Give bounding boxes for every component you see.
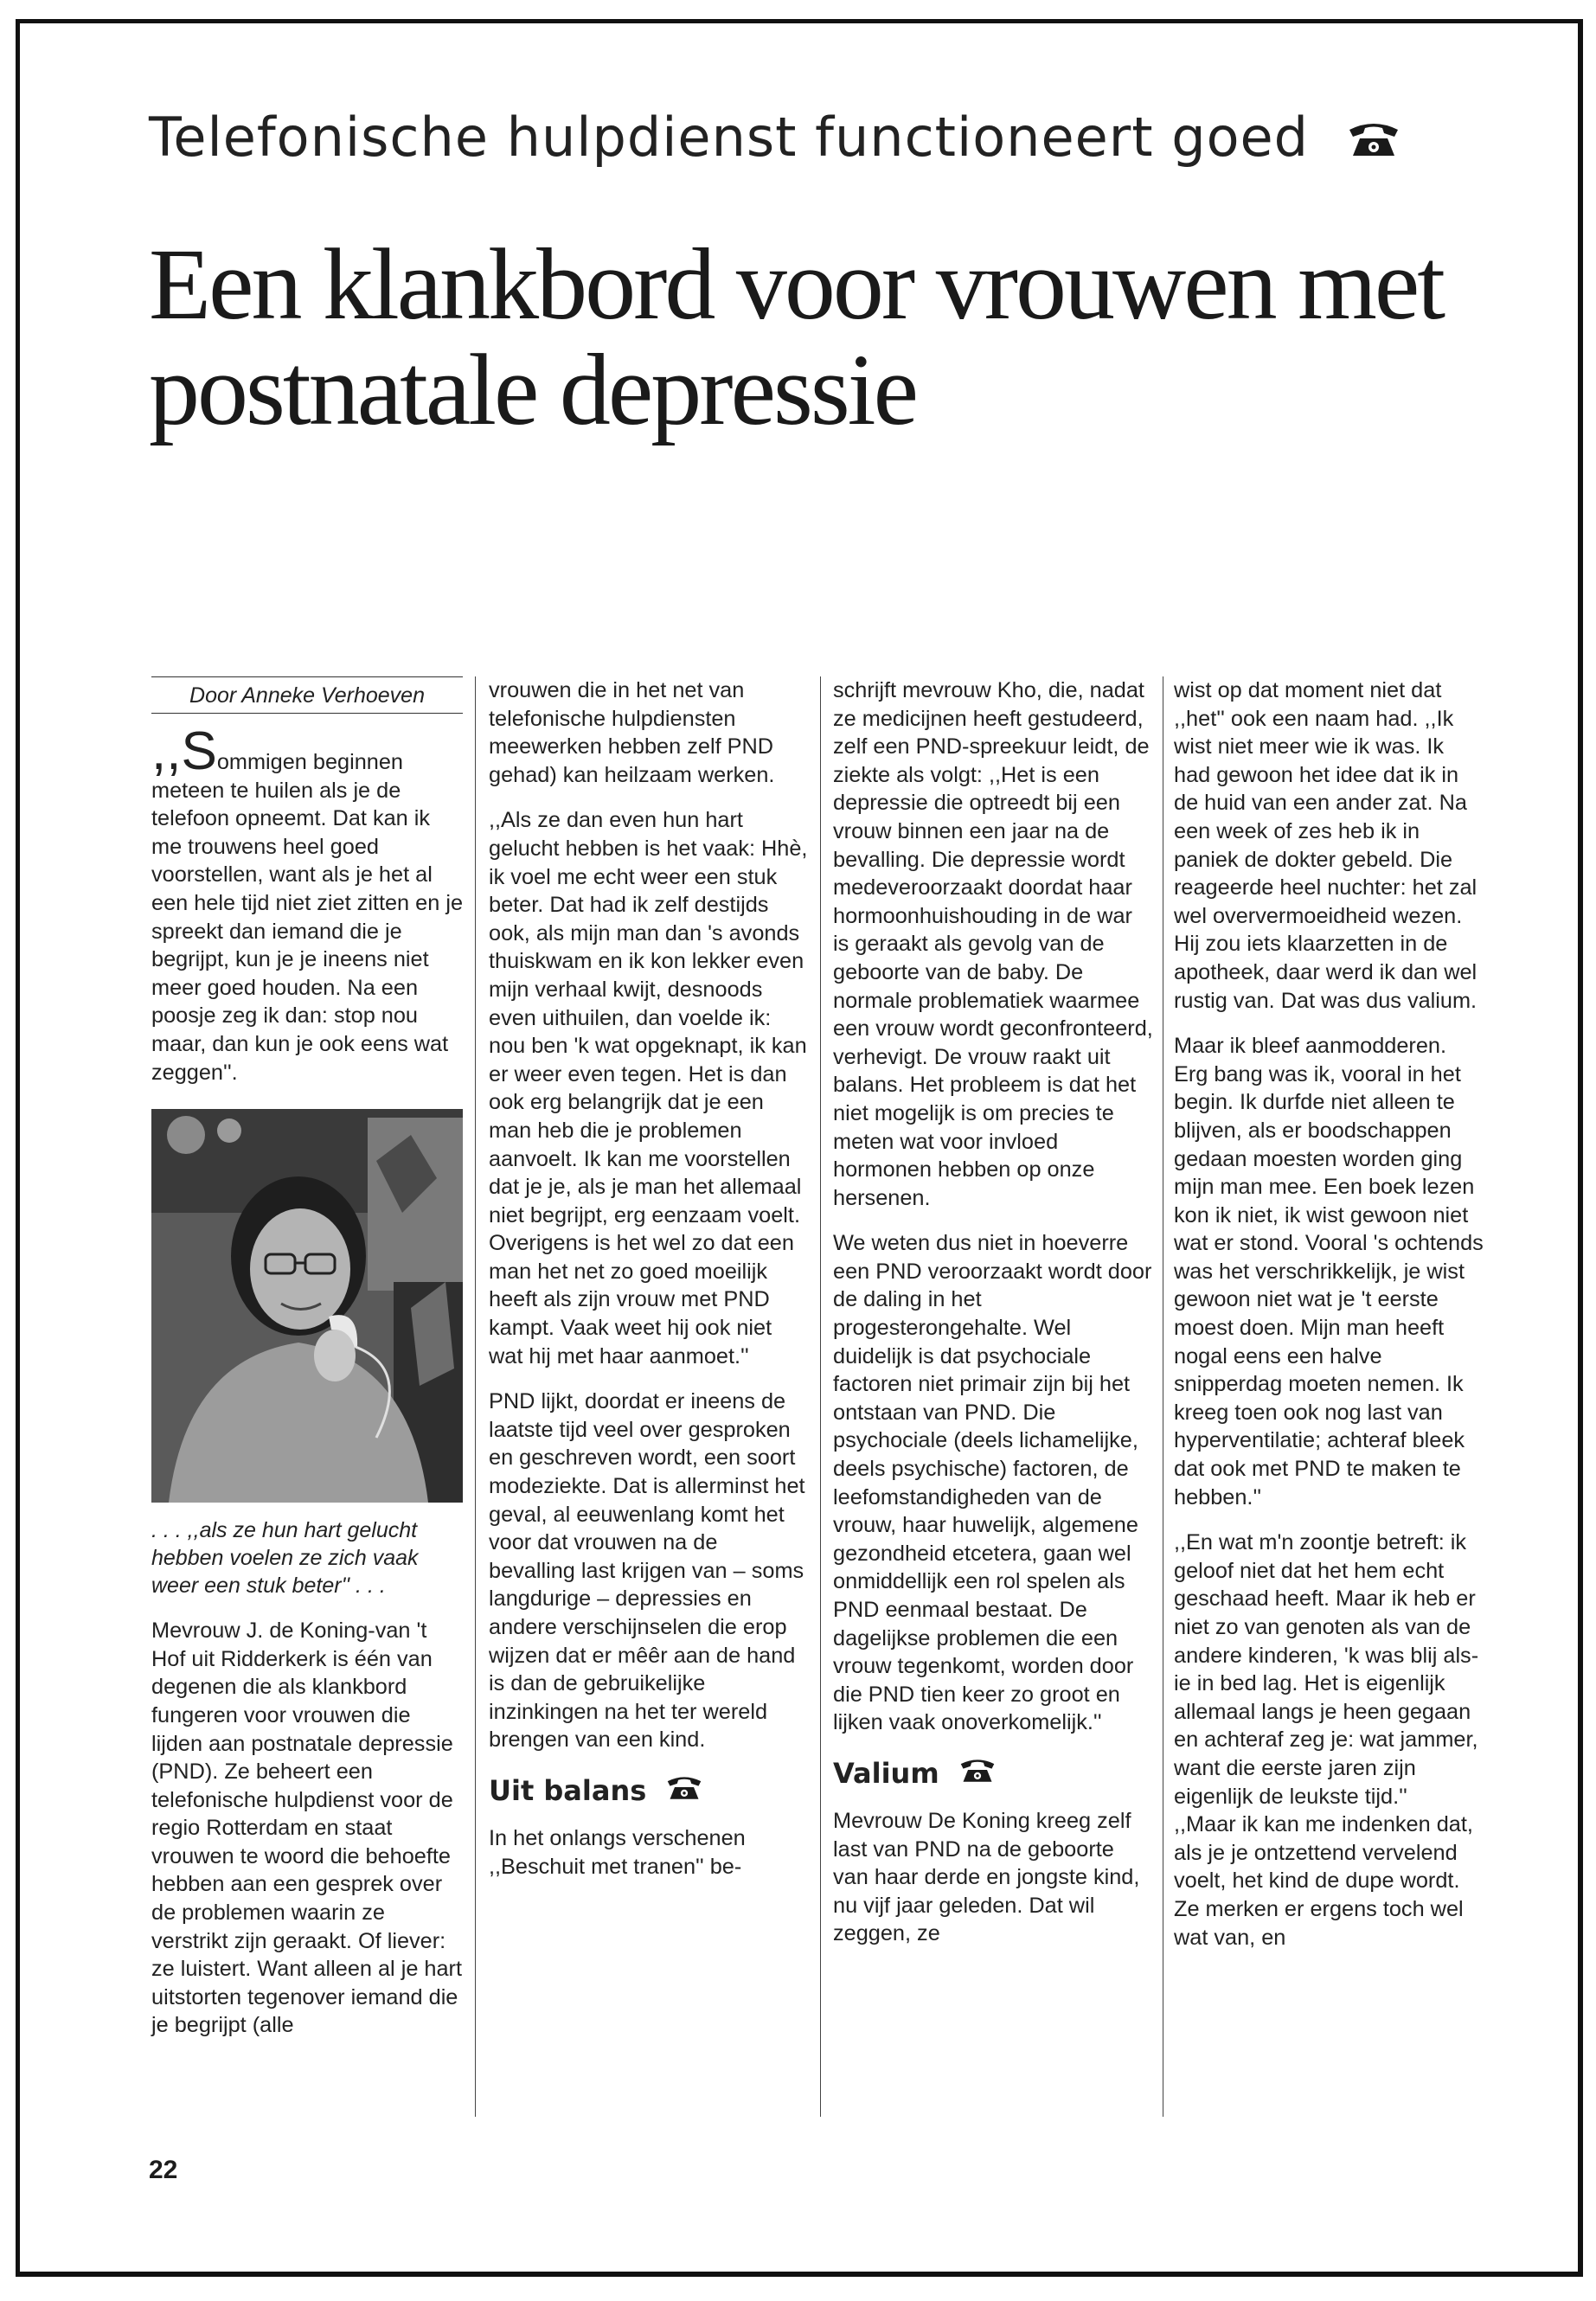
body-paragraph: Maar ik bleef aanmodderen. Erg bang was ik, vooral in het begin. Ik durfde niet alleen te blijven, als er boodschappen gedaan moesten worden ging mijn man mee. Een boek lezen kon ik niet, ik wist gewoon niet wat er stond. Vooral 's ochtends was het verschrikkelijk, je wist gewoon niet wat je 't eerste moest doen. Mijn man heeft nogal eens een halve snipperdag moeten nemen. Ik kreeg toen ook nog last van hyperventilatie; achteraf bleek dat ook met PND te maken te hebben.'' — [1174, 1034, 1484, 1509]
page-number: 22 — [149, 2156, 178, 2184]
article-headline: Een klankbord voor vrouwen met postnatale depressie — [149, 228, 1444, 446]
body-paragraph: In het onlangs verschenen ,,Beschuit met tranen'' be- — [489, 1825, 746, 1879]
article-column-2 — [489, 676, 809, 1881]
column-divider — [475, 676, 476, 2117]
article-kicker — [149, 106, 1401, 172]
subhead-text: Uit balans — [489, 1774, 647, 1808]
body-paragraph: ,,Maar ik kan me indenken dat, als je je ontzettend vervelend voelt, het kind de dupe wordt. Ze merken er ergens toch wel wat van, en — [1174, 1812, 1473, 1950]
telephone-icon — [958, 1754, 997, 1793]
body-paragraph: ,,Als ze dan even hun hart gelucht hebben is het vaak: Hhè, ik voel me echt weer een stuk beter. Dat had ik zelf destijds ook, als mijn man dan 's avonds thuiskwam en ik kon lekker even mijn verhaal kwijt, desnoods even uithuilen, dan voelde ik: nou ben 'k wat opgeknapt, ik kan er weer even tegen. Het is dan ook erg belangrijk dat je een man heb die je problemen aanvoelt. Ik kan me voorstellen dat je je, als je man het allemaal niet begrijpt, erg eenzaam voelt. Overigens is het wel zo dat een man het net zo goed moeilijk heeft als zijn vrouw met PND kampt. Vaak weet hij ook niet wat hij met haar aanmoet.'' — [489, 808, 808, 1368]
body-paragraph: vrouwen die in het net van telefonische hulpdiensten meewerken hebben zelf PND gehad) kan heilzaam werken. — [489, 678, 775, 787]
article-column-4 — [1174, 676, 1485, 1952]
body-paragraph: ,,En wat m'n zoontje betreft: ik geloof niet dat het hem echt geschaad heeft. Maar ik heb er niet zo van genoten als van de andere kinderen, 'k was blij als-ie in bed lag. Het is eigenlijk allemaal langs je heen gegaan en achteraf zeg je: wat jammer, want die eerste jaren zijn eigenlijk de leukste tijd.'' — [1174, 1530, 1479, 1809]
body-paragraph: Mevrouw J. de Koning-van 't Hof uit Ridderkerk is één van degenen die als klankbord fungeren voor vrouwen die lijden aan postnatale depressie (PND). Ze beheert een telefonische hulpdienst voor de regio Rotterdam en staat vrouwen te woord die behoefte hebben aan een gesprek over de problemen waarin ze verstrikt zijn geraakt. Of liever: ze luistert. Want alleen al je hart uitstorten tegenover iemand die je begrijpt (alle — [151, 1618, 463, 2038]
byline: Door Anneke Verhoeven — [151, 676, 463, 714]
subhead-uit-balans — [489, 1772, 809, 1811]
body-paragraph: Mevrouw De Koning kreeg zelf last van PND na de geboorte van haar derde en jongste kind, nu vijf jaar geleden. Dat wil zeggen, ze — [833, 1808, 1140, 1946]
photo-caption: . . . ,,als ze hun hart gelucht hebben voelen ze zich vaak weer een stuk beter'' . . . — [151, 1518, 419, 1599]
body-paragraph: PND lijkt, doordat er ineens de laatste tijd veel over gesproken en geschreven wordt, een soort modeziekte. Dat is allerminst het geval, al eeuwenlang komt het voor dat vrouwen na de bevalling last krijgen van – soms langdurige – depressies en andere verschijnselen die erop wijzen dat er mêêr aan de hand is dan de gebruikelijke inzinkingen na het ter wereld brengen van een kind. — [489, 1389, 805, 1753]
portrait-photo — [151, 1109, 463, 1503]
body-paragraph: schrijft mevrouw Kho, die, nadat ze medicijnen heeft gestudeerd, zelf een PND-spreekuur leidt, de ziekte als volgt: ,,Het is een depressie die optreedt bij een vrouw binnen een jaar na de bevalling. Die depressie wordt medeveroorzaakt doordat haar hormoonhuishouding in de war is geraakt als gevolg van de geboorte van de baby. De normale problematiek waarmee een vrouw wordt geconfronteerd, verhevigt. De vrouw raakt uit balans. Het probleem is dat het niet mogelijk is om precies te meten wat voor invloed hormonen hebben op onze hersenen. — [833, 678, 1153, 1210]
kicker-text: Telefonische hulpdienst functioneert goed — [149, 106, 1310, 169]
telephone-icon — [665, 1772, 703, 1811]
lead-text: ommigen beginnen meteen te huilen als je de telefoon opneemt. Dat kan ik me trouwens heel goed voorstellen, want als je het al een hele tijd niet ziet zitten en je spreekt dan iemand die je begrijpt, kun je je ineens niet meer goed houden. Na een poosje zeg ik dan: stop nou maar, dan kun je ook eens wat zeggen''. — [151, 750, 464, 1085]
body-paragraph: We weten dus niet in hoeverre een PND veroorzaakt wordt door de daling in het progesterongehalte. Wel duidelijk is dat psychociale factoren niet primair zijn bij het ontstaan van PND. Die psychociale (deels lichamelijke, deels psychische) factoren, de leefomstandigheden van de vrouw, haar huwelijk, algemene gezondheid etcetera, gaan wel onmiddellijk een rol spelen als PND eenmaal bestaat. De dagelijkse problemen die een vrouw tegenkomt, worden door die PND tien keer zo groot en lijken vaak onoverkomelijk.'' — [833, 1231, 1152, 1735]
subhead-text: Valium — [833, 1757, 939, 1791]
subhead-valium — [833, 1754, 1153, 1793]
article-column-3 — [833, 676, 1153, 1948]
lead-paragraph — [151, 721, 464, 1086]
column-divider — [820, 676, 821, 2117]
telephone-icon — [1346, 109, 1401, 172]
drop-cap: ,,S — [151, 721, 217, 781]
body-paragraph: wist op dat moment niet dat ,,het'' ook een naam had. ,,Ik wist niet meer wie ik was. Ik had gewoon het idee dat ik in de huid van een ander zat. Na een week of zes heb ik in paniek de dokter gebeld. Die reageerde heel nuchter: het zal wel oververmoeidheid wezen. Hij zou iets klaarzetten in de apotheek, daar werd ik dan wel rustig van. Dat was dus valium. — [1174, 678, 1477, 1013]
article-column-1 — [151, 676, 463, 2040]
